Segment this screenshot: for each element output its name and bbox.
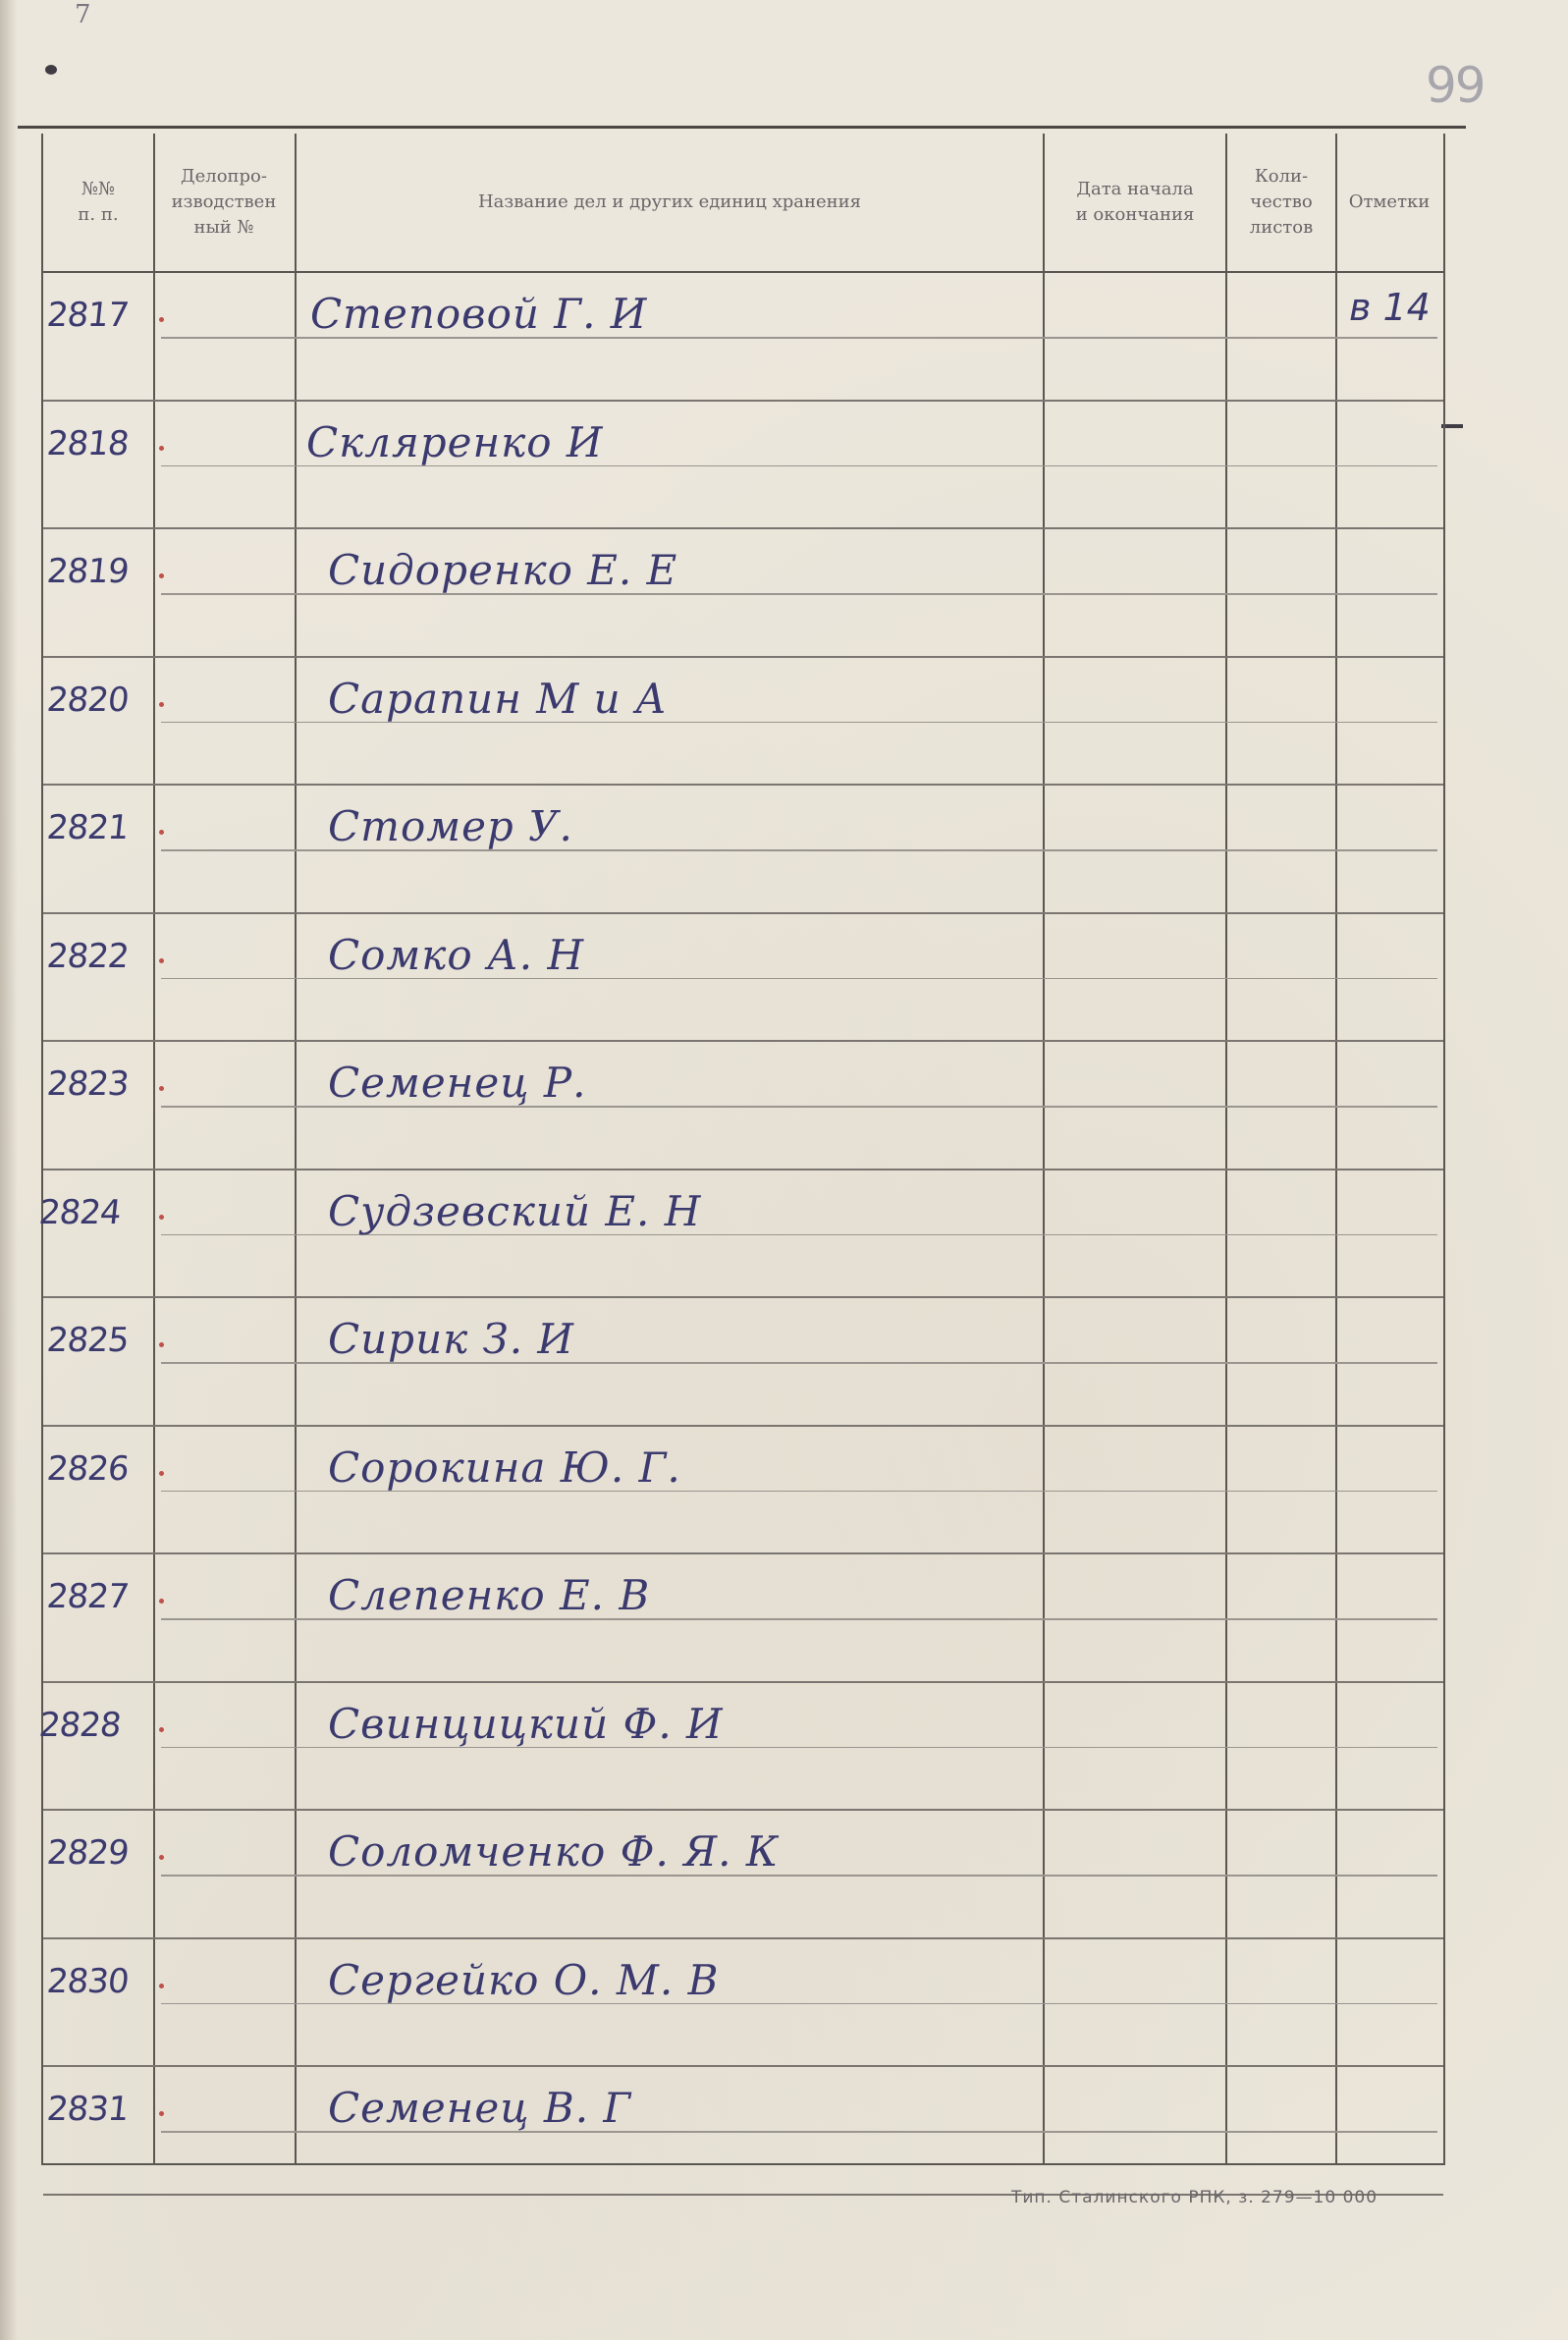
red-dot-mark (159, 958, 164, 963)
row-rule (43, 1169, 1443, 1170)
red-dot-mark (159, 573, 164, 578)
row-rule (43, 912, 1443, 914)
record-title: Слепенко Е. В (328, 1571, 651, 1620)
row-rule (43, 2065, 1443, 2067)
record-title: Сирик З. И (328, 1315, 575, 1364)
row-number: 2818 (44, 423, 131, 463)
row-number: 2828 (36, 1705, 123, 1745)
row-number: 2825 (44, 1321, 131, 1361)
column-divider (1335, 134, 1337, 2163)
binding-shadow (0, 0, 18, 2340)
record-title: Семенец Р. (328, 1059, 587, 1108)
row-number: 2829 (44, 1833, 131, 1874)
record-title: Скляренко И (306, 417, 604, 466)
row-number: 2819 (44, 552, 131, 592)
row-rule (43, 1681, 1443, 1683)
red-dot-mark (159, 1471, 164, 1476)
red-dot-mark (159, 2111, 164, 2116)
red-dot-mark (159, 1727, 164, 1732)
row-rule (43, 784, 1443, 786)
column-divider (153, 134, 155, 2163)
row-number: 2823 (44, 1064, 131, 1105)
record-title: Сергейко О. М. В (328, 1955, 720, 2004)
row-rule (43, 1040, 1443, 1042)
record-title: Семенец В. Г (328, 2084, 632, 2133)
record-title: Сорокина Ю. Г. (328, 1442, 681, 1492)
red-dot-mark (159, 1855, 164, 1860)
row-rule (43, 1809, 1443, 1811)
note-mark: в 14 (1349, 286, 1431, 330)
header-title: Название дел и других единиц хранения (477, 191, 861, 212)
row-rule (43, 400, 1443, 402)
red-dot-mark (159, 702, 164, 707)
red-dot-mark (159, 446, 164, 451)
page-number: 99 (1426, 57, 1485, 114)
header-sheets: Коли- чество листов (1249, 166, 1314, 238)
column-divider (295, 134, 297, 2163)
header-dates: Дата начала и окончания (1075, 179, 1195, 225)
row-number: 2831 (44, 2090, 131, 2130)
header-notes: Отметки (1348, 191, 1431, 212)
top-rule (18, 126, 1466, 129)
header-office-number: Делопро- изводствен ный № (171, 166, 277, 238)
record-title: Сидоренко Е. Е (328, 546, 678, 595)
row-rule (43, 527, 1443, 529)
record-title: Свинцицкий Ф. И (328, 1699, 724, 1748)
row-number: 2826 (44, 1448, 131, 1489)
record-title: Сарапин М и А (328, 674, 668, 723)
record-title: Соломченко Ф. Я. К (328, 1827, 780, 1877)
header-number: №№ п. п. (78, 179, 119, 225)
column-divider (1225, 134, 1227, 2163)
red-dot-mark (159, 1215, 164, 1220)
inventory-table (36, 134, 1445, 2165)
red-dot-mark (159, 317, 164, 322)
row-number: 2817 (44, 296, 131, 336)
red-dot-mark (159, 1086, 164, 1091)
red-dot-mark (159, 1599, 164, 1604)
row-number: 2830 (44, 1961, 131, 2001)
table-header (43, 134, 1443, 273)
record-title: Стомер У. (328, 802, 573, 851)
row-rule (43, 656, 1443, 658)
row-rule (43, 1937, 1443, 1939)
red-dot-mark (159, 1342, 164, 1347)
row-number: 2822 (44, 936, 131, 976)
row-rule (43, 1425, 1443, 1427)
ink-dot (45, 65, 57, 75)
record-title: Судзевский Е. Н (328, 1186, 702, 1235)
red-dot-mark (159, 830, 164, 835)
row-number: 2821 (44, 808, 131, 848)
column-divider (1043, 134, 1045, 2163)
printer-imprint: Тип. Сталинского РПК, з. 279—10 000 (1011, 2188, 1379, 2207)
red-dot-mark (159, 1984, 164, 1988)
record-title: Степовой Г. И (310, 290, 648, 339)
row-rule (43, 1296, 1443, 1298)
row-rule (43, 1552, 1443, 1554)
row-number: 2820 (44, 680, 131, 720)
row-number: 2827 (44, 1577, 131, 1617)
record-title: Сомко А. Н (328, 930, 585, 979)
row-number: 2824 (36, 1192, 123, 1232)
corner-mark: 7 (75, 0, 91, 29)
